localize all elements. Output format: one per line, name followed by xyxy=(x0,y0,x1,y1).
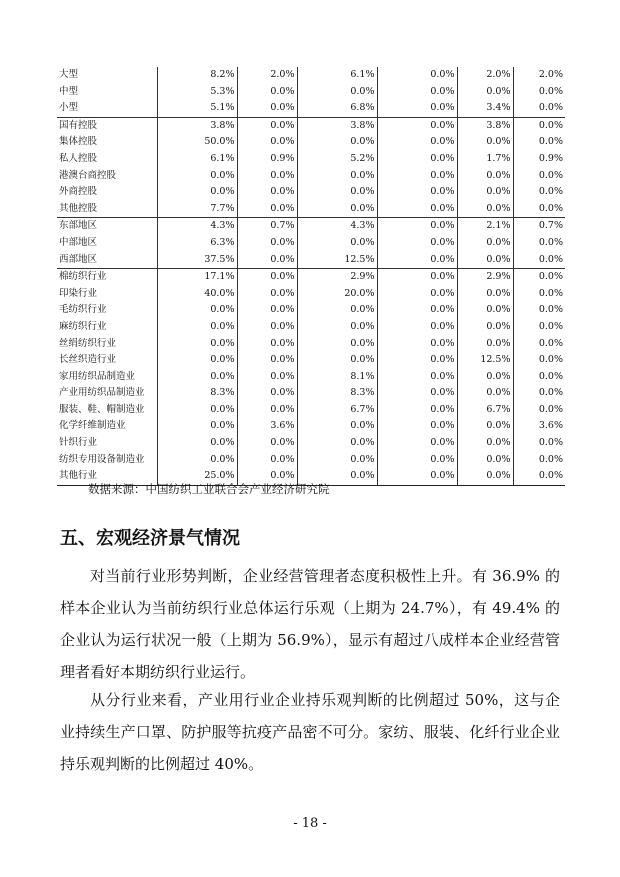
table-row xyxy=(57,336,565,353)
table-cell: 0.0% xyxy=(237,435,297,452)
table-cell: 0.0% xyxy=(157,418,237,435)
table-cell: 0.0% xyxy=(297,84,377,101)
table-cell: 0.0% xyxy=(237,452,297,469)
table-cell: 0.0% xyxy=(377,117,457,134)
table-cell: 0.0% xyxy=(377,252,457,269)
table-cell: 1.7% xyxy=(457,151,513,168)
table-row xyxy=(57,385,565,402)
table-cell: 5.3% xyxy=(157,84,237,101)
table-cell: 0.0% xyxy=(377,100,457,117)
table-cell: 0.0% xyxy=(513,352,565,369)
table-cell: 6.7% xyxy=(457,402,513,419)
table-cell: 0.0% xyxy=(457,369,513,386)
table-cell: 0.0% xyxy=(377,84,457,101)
table-cell: 0.0% xyxy=(237,336,297,353)
table-row xyxy=(57,218,565,235)
table-cell: 0.0% xyxy=(237,402,297,419)
table-cell: 0.0% xyxy=(513,435,565,452)
table-cell: 0.0% xyxy=(157,336,237,353)
table-cell: 37.5% xyxy=(157,252,237,269)
table-cell: 0.7% xyxy=(513,218,565,235)
table-row xyxy=(57,286,565,303)
table-cell: 0.0% xyxy=(297,168,377,185)
table-row xyxy=(57,252,565,269)
row-label: 化学纤维制造业 xyxy=(59,420,126,432)
table-cell: 6.7% xyxy=(297,402,377,419)
table-cell: 5.2% xyxy=(297,151,377,168)
table-cell: 0.0% xyxy=(157,352,237,369)
table-cell: 0.0% xyxy=(157,184,237,201)
table-cell: 0.0% xyxy=(297,201,377,218)
table-cell: 0.0% xyxy=(513,468,565,485)
table-cell: 0.0% xyxy=(237,168,297,185)
table-cell: 0.0% xyxy=(377,151,457,168)
table-cell: 8.2% xyxy=(157,67,237,84)
table-cell: 0.0% xyxy=(237,319,297,336)
table-cell: 0.0% xyxy=(237,385,297,402)
table-cell: 2.0% xyxy=(457,67,513,84)
table-cell: 0.0% xyxy=(377,67,457,84)
row-label: 小型 xyxy=(59,102,79,114)
table-cell: 40.0% xyxy=(157,286,237,303)
row-label: 长丝织造行业 xyxy=(59,354,117,366)
table-cell: 0.0% xyxy=(297,468,377,485)
table-cell: 0.0% xyxy=(297,184,377,201)
table-cell: 0.0% xyxy=(513,235,565,252)
table-cell: 0.0% xyxy=(297,134,377,151)
table-cell: 50.0% xyxy=(157,134,237,151)
table-cell: 6.1% xyxy=(157,151,237,168)
table-cell: 0.0% xyxy=(513,336,565,353)
table-cell: 0.0% xyxy=(513,369,565,386)
table-cell: 6.3% xyxy=(157,235,237,252)
table-cell: 3.8% xyxy=(297,117,377,134)
table-row xyxy=(57,402,565,419)
table-cell: 0.0% xyxy=(513,168,565,185)
row-label: 服装、鞋、帽制造业 xyxy=(59,403,145,415)
table-row xyxy=(57,151,565,168)
table-cell: 0.0% xyxy=(297,235,377,252)
table-row xyxy=(57,100,565,117)
table-cell: 0.0% xyxy=(457,418,513,435)
table-row xyxy=(57,84,565,101)
table-cell: 5.1% xyxy=(157,100,237,117)
table-row xyxy=(57,452,565,469)
table-cell: 0.0% xyxy=(157,369,237,386)
table-cell: 0.0% xyxy=(513,117,565,134)
row-label: 棉纺织行业 xyxy=(57,269,157,286)
table-cell: 0.0% xyxy=(457,385,513,402)
table-cell: 0.0% xyxy=(157,302,237,319)
row-label: 私人控股 xyxy=(59,152,98,164)
row-label: 其他控股 xyxy=(59,202,98,214)
table-cell: 0.0% xyxy=(513,402,565,419)
table-cell: 12.5% xyxy=(297,252,377,269)
table-cell: 4.3% xyxy=(157,218,237,235)
table-cell: 0.0% xyxy=(457,252,513,269)
table-cell: 0.7% xyxy=(237,218,297,235)
table-cell: 0.0% xyxy=(377,201,457,218)
table-cell: 0.9% xyxy=(513,151,565,168)
paragraph-2: 从分行业来看，产业用行业企业持乐观判断的比例超过 50%，这与企业持续生产口罩、防护服等抗疫产品密不可分。家纺、服装、化纤行业企业持乐观判断的比例超过 40%。 xyxy=(60,691,560,773)
table-cell: 0.0% xyxy=(157,168,237,185)
table-cell: 0.0% xyxy=(513,286,565,303)
table-cell: 7.7% xyxy=(157,201,237,218)
row-label: 外商控股 xyxy=(59,186,98,198)
table-cell: 0.0% xyxy=(377,218,457,235)
table-cell: 0.0% xyxy=(457,235,513,252)
table-cell: 0.0% xyxy=(377,286,457,303)
table-cell: 0.0% xyxy=(237,201,297,218)
table-cell: 0.0% xyxy=(237,117,297,134)
table-cell: 0.0% xyxy=(457,452,513,469)
table-cell: 0.0% xyxy=(457,184,513,201)
row-label: 丝绢纺织行业 xyxy=(59,337,117,349)
table-cell: 2.9% xyxy=(297,269,377,286)
row-label: 产业用纺织品制造业 xyxy=(59,387,145,399)
table-cell: 0.0% xyxy=(377,184,457,201)
table-row xyxy=(57,67,565,84)
table-cell: 3.8% xyxy=(457,117,513,134)
table-cell: 0.0% xyxy=(513,302,565,319)
table-cell: 0.0% xyxy=(157,402,237,419)
table-cell: 0.0% xyxy=(377,352,457,369)
table-cell: 2.9% xyxy=(457,269,513,286)
table-cell: 0.0% xyxy=(457,286,513,303)
table-cell: 0.0% xyxy=(513,319,565,336)
table-cell: 0.0% xyxy=(157,435,237,452)
table-cell: 0.0% xyxy=(297,302,377,319)
table-cell: 0.0% xyxy=(297,418,377,435)
table-cell: 0.0% xyxy=(377,319,457,336)
row-label: 毛纺织行业 xyxy=(59,304,107,316)
table-cell: 0.0% xyxy=(377,435,457,452)
table-cell: 0.0% xyxy=(377,302,457,319)
table-cell: 3.4% xyxy=(457,100,513,117)
data-source-note: 数据来源：中国纺织工业联合会产业经济研究院 xyxy=(88,482,330,496)
table-cell: 0.0% xyxy=(297,435,377,452)
table-cell: 0.0% xyxy=(377,468,457,485)
row-label: 印染行业 xyxy=(59,287,98,299)
table-cell: 0.0% xyxy=(377,402,457,419)
table-cell: 3.6% xyxy=(513,418,565,435)
row-label: 其他行业 xyxy=(57,468,157,485)
table-cell: 0.0% xyxy=(457,168,513,185)
table-row xyxy=(57,235,565,252)
table-cell: 0.0% xyxy=(457,336,513,353)
table-cell: 0.0% xyxy=(237,269,297,286)
table-cell: 0.0% xyxy=(377,452,457,469)
table-cell: 8.3% xyxy=(297,385,377,402)
table-cell: 0.0% xyxy=(513,385,565,402)
row-label: 国有控股 xyxy=(57,117,157,134)
table-cell: 0.0% xyxy=(513,452,565,469)
table-cell: 0.0% xyxy=(237,252,297,269)
table-cell: 0.0% xyxy=(297,336,377,353)
table-cell: 0.0% xyxy=(457,134,513,151)
table-cell: 0.0% xyxy=(297,452,377,469)
table-cell: 0.0% xyxy=(513,201,565,218)
table-cell: 3.6% xyxy=(237,418,297,435)
table-row xyxy=(57,369,565,386)
table-row xyxy=(57,168,565,185)
table-cell: 0.0% xyxy=(377,168,457,185)
row-label: 大型 xyxy=(59,69,79,80)
table-cell: 0.0% xyxy=(513,84,565,101)
row-label: 针织行业 xyxy=(59,437,98,449)
table-row xyxy=(57,319,565,336)
table-cell: 0.0% xyxy=(237,468,297,485)
table-cell: 0.0% xyxy=(237,134,297,151)
table-cell: 0.0% xyxy=(377,235,457,252)
table-cell: 0.0% xyxy=(157,452,237,469)
section-title: 五、宏观经济景气情况 xyxy=(60,528,240,549)
row-label: 东部地区 xyxy=(57,218,157,235)
row-label: 家用纺织品制造业 xyxy=(59,370,136,382)
table-row xyxy=(57,352,565,369)
table-cell: 6.8% xyxy=(297,100,377,117)
table-cell: 0.0% xyxy=(377,134,457,151)
table-cell: 0.0% xyxy=(237,100,297,117)
table-row xyxy=(57,269,565,286)
table-cell: 0.0% xyxy=(237,369,297,386)
table-row xyxy=(57,117,565,134)
table-cell: 0.0% xyxy=(297,319,377,336)
table-cell: 2.0% xyxy=(513,67,565,84)
statistics-table xyxy=(57,67,565,486)
table-cell: 0.0% xyxy=(457,468,513,485)
table-cell: 0.0% xyxy=(513,184,565,201)
table-cell: 0.0% xyxy=(297,352,377,369)
row-label: 集体控股 xyxy=(59,136,98,148)
table-cell: 0.0% xyxy=(237,84,297,101)
table-cell: 0.0% xyxy=(513,252,565,269)
table-cell: 4.3% xyxy=(297,218,377,235)
table-cell: 12.5% xyxy=(457,352,513,369)
table-cell: 0.0% xyxy=(513,269,565,286)
table-cell: 0.0% xyxy=(377,418,457,435)
table-row xyxy=(57,302,565,319)
table-cell: 0.0% xyxy=(377,336,457,353)
table-cell: 0.0% xyxy=(237,302,297,319)
page-number: - 18 - xyxy=(293,816,327,831)
statistics-table-body xyxy=(57,67,565,485)
table-cell: 17.1% xyxy=(157,269,237,286)
table-cell: 2.0% xyxy=(237,67,297,84)
row-label: 中型 xyxy=(59,85,79,97)
table-cell: 0.0% xyxy=(377,385,457,402)
table-cell: 0.0% xyxy=(457,84,513,101)
table-cell: 0.0% xyxy=(513,100,565,117)
row-label: 西部地区 xyxy=(59,253,98,265)
statistics-table-wrap xyxy=(57,67,565,486)
table-row xyxy=(57,435,565,452)
row-label: 麻纺织行业 xyxy=(59,320,107,332)
table-row xyxy=(57,201,565,218)
table-cell: 8.3% xyxy=(157,385,237,402)
table-cell: 2.1% xyxy=(457,218,513,235)
table-cell: 25.0% xyxy=(157,468,237,485)
table-cell: 0.0% xyxy=(457,319,513,336)
table-cell: 6.1% xyxy=(297,67,377,84)
table-row xyxy=(57,134,565,151)
table-cell: 0.0% xyxy=(157,319,237,336)
table-cell: 0.0% xyxy=(237,235,297,252)
table-cell: 0.0% xyxy=(237,352,297,369)
table-cell: 8.1% xyxy=(297,369,377,386)
table-cell: 0.0% xyxy=(377,369,457,386)
table-cell: 0.0% xyxy=(513,134,565,151)
table-cell: 0.0% xyxy=(237,184,297,201)
row-label: 港澳台商控股 xyxy=(59,169,117,181)
table-cell: 0.9% xyxy=(237,151,297,168)
table-cell: 3.8% xyxy=(157,117,237,134)
table-cell: 0.0% xyxy=(457,302,513,319)
row-label: 纺织专用设备制造业 xyxy=(59,453,145,465)
table-cell: 0.0% xyxy=(457,435,513,452)
row-label: 中部地区 xyxy=(59,236,98,248)
paragraph-1: 对当前行业形势判断，企业经营管理者态度积极性上升。有 36.9% 的样本企业认为当前纺织行业总体运行乐观（上期为 24.7%），有 49.4% 的企业认为运行状况一般（上期为 56.9%），显示有超过八成样本企业经营管理者看好本期纺织行业运行。 xyxy=(60,567,560,681)
table-cell: 20.0% xyxy=(297,286,377,303)
table-row xyxy=(57,418,565,435)
table-cell: 0.0% xyxy=(237,286,297,303)
table-row xyxy=(57,184,565,201)
table-cell: 0.0% xyxy=(457,201,513,218)
table-cell: 0.0% xyxy=(377,269,457,286)
